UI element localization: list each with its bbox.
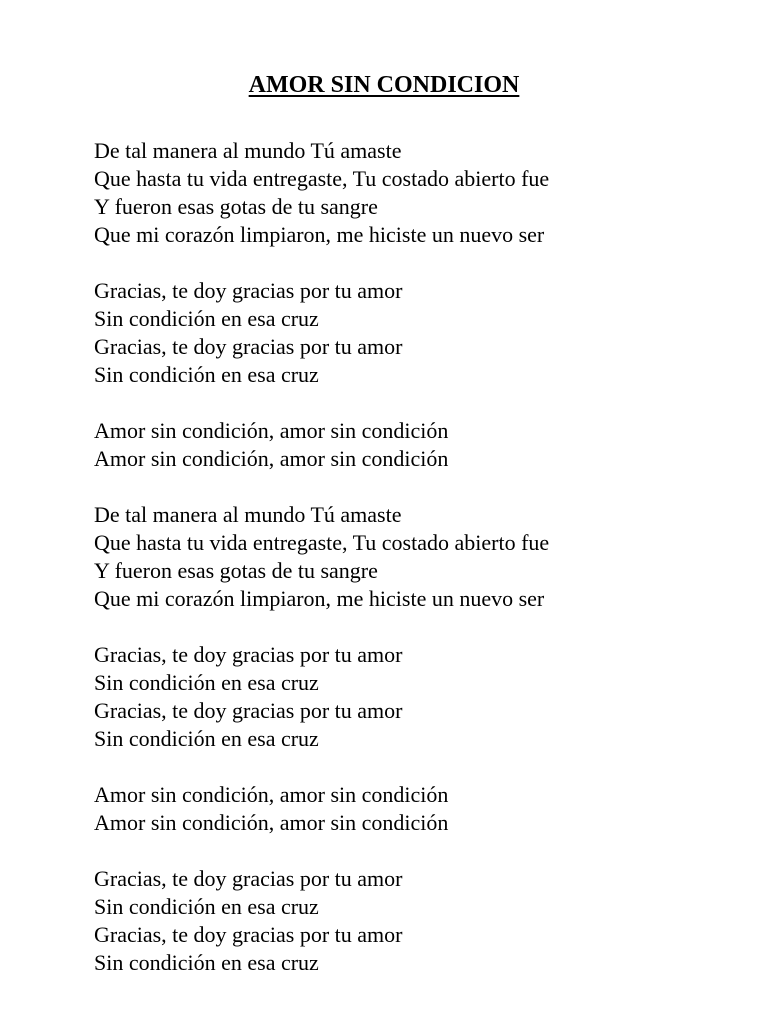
lyric-line: De tal manera al mundo Tú amaste: [94, 138, 402, 163]
stanza-refrain-2: [94, 781, 734, 837]
stanza-chorus-2: [94, 641, 734, 753]
lyric-line: Amor sin condición, amor sin condición: [94, 810, 449, 835]
lyric-line: Que hasta tu vida entregaste, Tu costado abierto fue: [94, 530, 550, 555]
lyric-line: Sin condición en esa cruz: [94, 894, 319, 919]
page-title: AMOR SIN CONDICION: [248, 72, 520, 98]
stanza-chorus-1: [94, 277, 734, 389]
stanza-refrain-1: [94, 417, 734, 473]
lyric-line: Sin condición en esa cruz: [94, 362, 319, 387]
lyric-line: Amor sin condición, amor sin condición: [94, 782, 449, 807]
lyric-line: Y fueron esas gotas de tu sangre: [94, 194, 378, 219]
lyric-line: Gracias, te doy gracias por tu amor: [94, 866, 403, 891]
lyric-line: Sin condición en esa cruz: [94, 306, 319, 331]
lyric-line: Amor sin condición, amor sin condición: [94, 418, 449, 443]
lyric-line: Y fueron esas gotas de tu sangre: [94, 558, 378, 583]
lyric-line: Gracias, te doy gracias por tu amor: [94, 922, 403, 947]
lyric-line: Gracias, te doy gracias por tu amor: [94, 278, 403, 303]
lyric-line: Sin condición en esa cruz: [94, 670, 319, 695]
lyric-line: Que hasta tu vida entregaste, Tu costado abierto fue: [94, 166, 550, 191]
stanza-verse-2: [94, 501, 734, 613]
lyric-line: Que mi corazón limpiaron, me hiciste un nuevo ser: [94, 586, 545, 611]
stanza-verse-1: [94, 137, 734, 249]
lyric-line: Gracias, te doy gracias por tu amor: [94, 642, 403, 667]
lyric-line: Amor sin condición, amor sin condición: [94, 446, 449, 471]
lyric-line: Sin condición en esa cruz: [94, 950, 319, 975]
lyric-line: Gracias, te doy gracias por tu amor: [94, 334, 403, 359]
lyric-line: Gracias, te doy gracias por tu amor: [94, 698, 403, 723]
lyric-line: Sin condición en esa cruz: [94, 726, 319, 751]
lyrics-body: [94, 137, 734, 1005]
stanza-chorus-3: [94, 865, 734, 977]
lyric-line: De tal manera al mundo Tú amaste: [94, 502, 402, 527]
lyric-line: Que mi corazón limpiaron, me hiciste un nuevo ser: [94, 222, 545, 247]
